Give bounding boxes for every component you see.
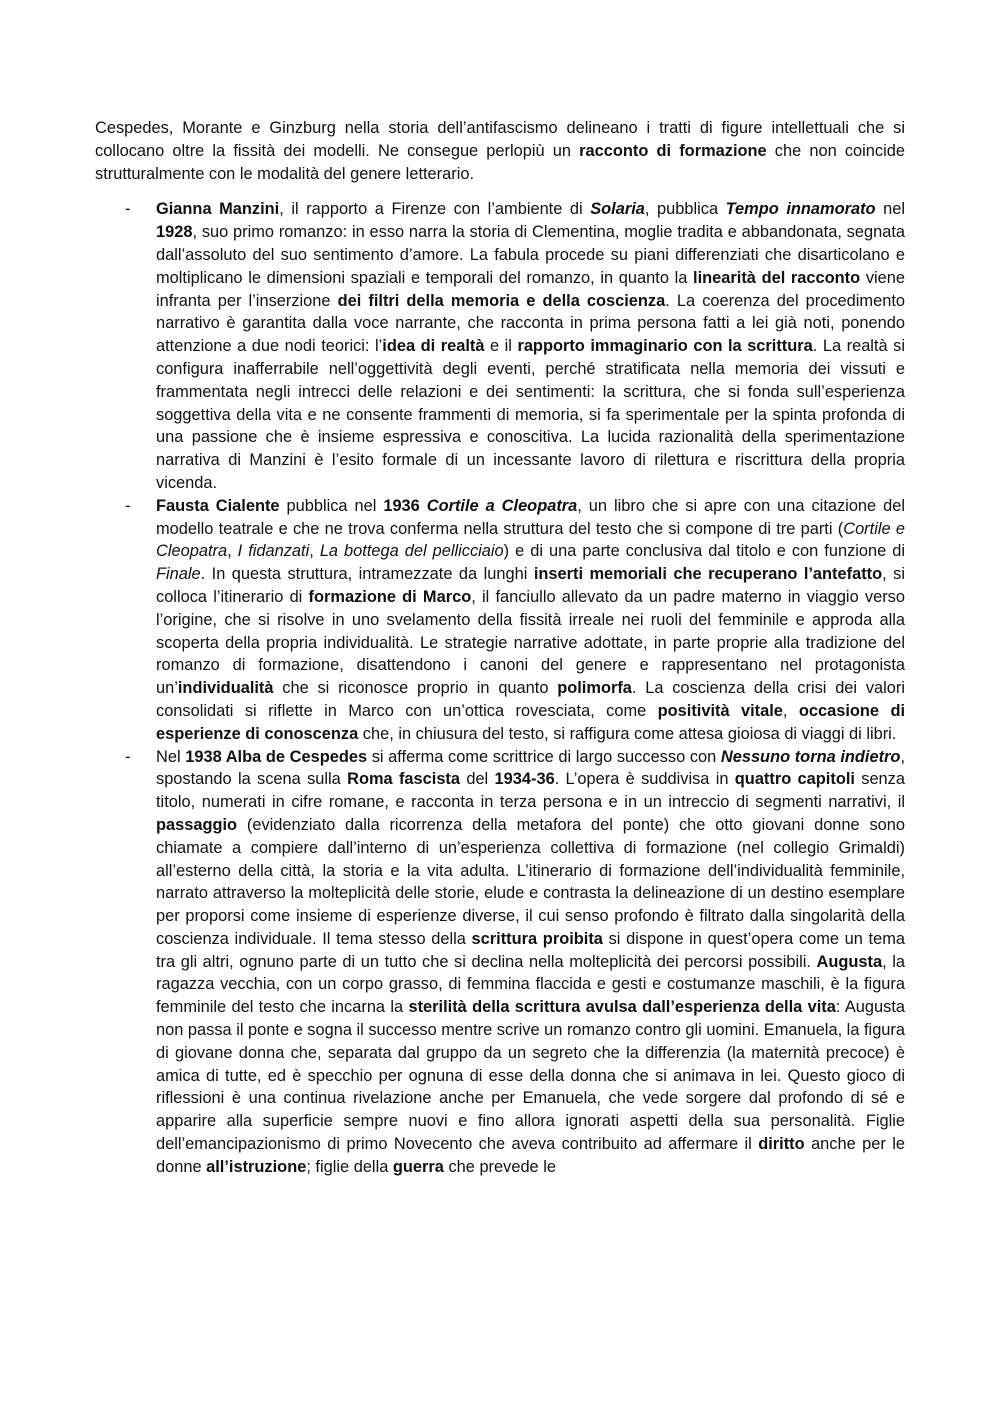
emphasis-text: Fausta Cialente (156, 496, 280, 515)
emphasis-text: rapporto immaginario con la scrittura (517, 337, 813, 356)
emphasis-text (590, 200, 645, 218)
emphasis-text: Augusta (816, 952, 883, 971)
body-text: ; figlie della (306, 1157, 393, 1176)
body-text: , (309, 542, 320, 561)
emphasis-text: linearità del racconto (693, 268, 861, 287)
list-item (95, 495, 905, 746)
emphasis-text: Cortile a Cleopatra (426, 496, 578, 515)
body-text: , (782, 701, 799, 720)
body-text: , un libro che si apre con una citazione del modello teatrale e che ne trova conferma nella struttura del testo che si compone di tre parti ( (156, 496, 905, 538)
body-text: , spostando la scena sulla (156, 747, 905, 789)
body-text: Cespedes, Morante e Ginzburg nella storia dell’antifascismo delineano i tratti di figure intellettuali che si collocano oltre la fissità dei modelli. Ne consegue perlopiù un (95, 119, 905, 160)
body-text: , il fanciullo allevato da un padre materno in viaggio verso l’origine, che si risolve in uno svelamento della fissità irreale nei ruoli del femminile e approda alla scoperta della propria individualità. Le strategie narrative adottate, in parte proprie alla tradizione del romanzo di formazione, disattendono i canoni del genere e rappresentano nel protagonista un’ (156, 587, 905, 698)
emphasis-text: individualità (177, 679, 274, 698)
body-text: che, in chiusura del testo, si raffigura come attesa gioiosa di viaggi di libri. (358, 724, 897, 743)
emphasis-text: polimorfa (557, 679, 632, 698)
body-text: : Augusta non passa il ponte e sogna il successo mentre scrive un romanzo contro gli uomini. Emanuela, la figura di giovane donna che, separata dal gruppo da un segreto che la differenzia (la maternità precoce) è amica di tutte, ed è specchio per ognuna di esse della donna che si animava in lei. Questo gioco di riflessioni è una continua rivelazione anche per Emanuela, che vede sorgere dal profondo di sé e apparire alla superficie sempre nuovi e fino allora ignorati aspetti della sua personalità. Figlie dell’emancipazionismo di primo Novecento che aveva contribuito ad affermare il (156, 998, 905, 1154)
body-text (420, 497, 427, 515)
emphasis-text (427, 497, 578, 515)
body-text: , pubblica (644, 200, 726, 219)
emphasis-text: Cortile e Cleopatra (156, 519, 905, 561)
body-text: si dispone in quest’opera come un tema tra gli altri, ognuno parte di un tutto che si declina nella molteplicità dei percorsi possibili. (156, 929, 905, 971)
emphasis-text: La bottega del pellicciaio (319, 542, 504, 561)
body-text: , il rapporto a Firenze con l’ambiente di (279, 200, 591, 219)
emphasis-text: scrittura proibita (471, 929, 603, 948)
body-text: , la ragazza vecchia, con un corpo grasso, di femmina flaccida e gesti e costumanze maschili, è la figura femminile del testo che incarna la (156, 952, 905, 1017)
body-text: Nel (156, 747, 186, 766)
bullet-dash: - (125, 200, 131, 219)
emphasis-text: racconto di formazione (579, 141, 767, 160)
body-text: . La coscienza della crisi dei valori consolidati si riflette in Marco con un’ottica rovesciata, come (156, 679, 906, 720)
emphasis-text: Finale (156, 565, 201, 584)
emphasis-text: guerra (392, 1157, 444, 1176)
body-text: anche per le donne (156, 1135, 905, 1176)
body-text: viene infranta per l’inserzione (156, 268, 906, 310)
emphasis-text: 1934-36 (494, 770, 555, 789)
body-text: ) e di una parte conclusiva dal titolo e con funzione di (503, 542, 906, 561)
body-text: . La coerenza del procedimento narrativo è garantita dalla voce narrante, che racconta in prima persona fatti a lei già noti, ponendo attenzione a due nodi teorici: l’ (156, 291, 905, 356)
emphasis-text: Roma fascista (347, 770, 461, 789)
list-item (95, 198, 905, 494)
bullet-dash: - (125, 496, 131, 515)
document-page (95, 117, 905, 1179)
emphasis-text: Tempo innamorato (725, 200, 876, 219)
emphasis-text: I fidanzati (237, 542, 310, 561)
body-text: che prevede le (443, 1157, 556, 1176)
emphasis-text: Nessuno torna indietro (720, 747, 901, 766)
body-text: (evidenziato dalla ricorrenza della metafora del ponte) che otto giovani donne sono chiamate a compiere dall’interno di un’esperienza collettiva di formazione (nel collegio Grimaldi) all’esterno della città, la storia e la vita adulta. L’itinerario di formazione dell’individualità femminile, narrato attraverso la molteplicità delle storie, elude e contrasta la delineazione di un destino esemplare per proporsi come insieme di esperienze diverse, il cui senso profondo è filtrato dalla singolarità della coscienza individuale. Il tema stesso della (156, 815, 905, 948)
body-text: senza titolo, numerati in cifre romane, e racconta in terza persona e in un intreccio di segmenti narrativi, il (156, 770, 905, 812)
body-text: del (460, 770, 495, 789)
emphasis-text: inserti memoriali che recuperano l’antefatto (533, 565, 883, 584)
emphasis-text: occasione di esperienze di conoscenza (156, 701, 906, 743)
body-text: . La realtà si configura inafferrabile nell’oggettività degli eventi, perché stratificata nella memoria dei vissuti e frammentata negli intrecci delle relazioni e dei sentimenti: la scrittura, che si fonda sull’esperienza soggettiva della vita e ne consente frammenti di memoria, si fa sperimentale per la spinta profonda di una passione che è insieme espressiva e conoscitiva. La lucida razionalità della sperimentazione narrativa di Manzini è l’esito formale di un incessante lavoro di rilettura e riscrittura della propria vicenda. (156, 337, 905, 492)
emphasis-text: dei filtri della memoria e della coscienza (337, 291, 666, 310)
emphasis-text: quattro capitoli (734, 770, 855, 789)
list-item (95, 746, 905, 1179)
emphasis-text: idea di realtà (382, 337, 485, 356)
body-text: , (227, 542, 238, 561)
emphasis-text: formazione di Marco (308, 587, 472, 606)
emphasis-text: Solaria (590, 200, 645, 219)
body-text: , si colloca l’itinerario di (156, 565, 905, 606)
emphasis-text: passaggio (156, 815, 238, 834)
emphasis-text: 1938 Alba de Cespedes (185, 747, 368, 766)
body-text: si afferma come scrittrice di largo successo con (367, 747, 721, 766)
bullet-dash: - (125, 747, 131, 766)
emphasis-text: Gianna Manzini (156, 200, 280, 219)
body-text: nel (875, 200, 905, 219)
intro-paragraph (95, 117, 905, 185)
emphasis-text: sterilità della scrittura avulsa dall’esperienza della vita (408, 998, 836, 1017)
emphasis-text: diritto (758, 1135, 805, 1154)
author-list (95, 198, 905, 1178)
body-text: e il (484, 337, 518, 356)
body-text: , suo primo romanzo: in esso narra la storia di Clementina, moglie tradita e abbandonata, segnata dall’assoluto del suo sentimento d’amore. La fabula procede su piani differenziati che disarticolano e moltiplicano le dimensioni spaziali e temporali del romanzo, in quanto la (156, 223, 905, 287)
body-text: . L’opera è suddivisa in (554, 770, 735, 789)
emphasis-text: positività vitale (657, 701, 783, 720)
emphasis-text: all’istruzione (206, 1157, 307, 1176)
body-text: . In questa struttura, intramezzate da lunghi (200, 565, 534, 584)
emphasis-text (721, 748, 901, 766)
body-text: che si riconosce proprio in quanto (273, 679, 558, 698)
body-text: che non coincide strutturalmente con le modalità del genere letterario. (95, 141, 905, 183)
body-text: pubblica nel (279, 496, 384, 515)
emphasis-text: 1928 (156, 223, 193, 242)
emphasis-text (726, 200, 876, 218)
emphasis-text: 1936 (383, 496, 420, 515)
